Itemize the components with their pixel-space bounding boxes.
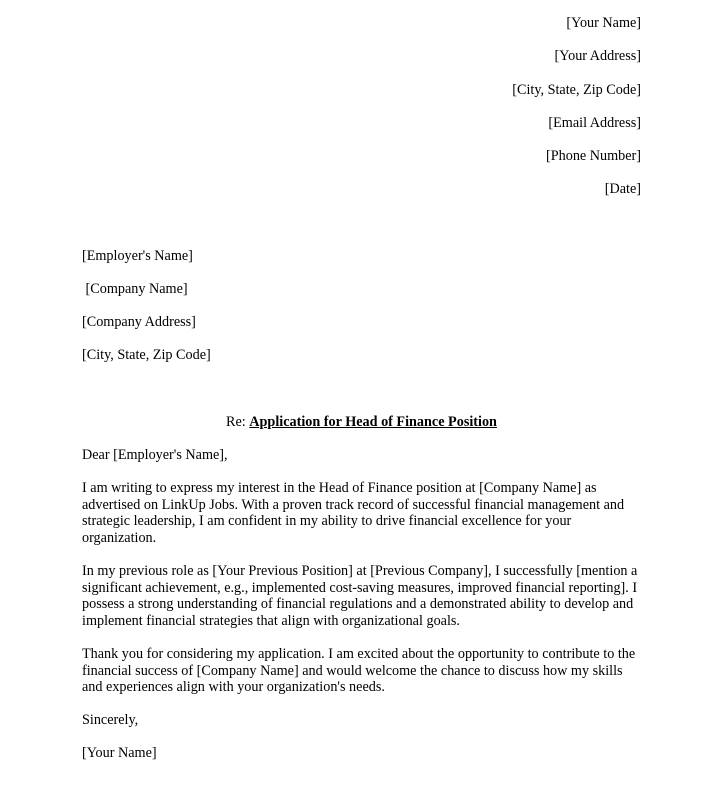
sender-city-state-zip: [City, State, Zip Code] [512, 82, 641, 98]
body-paragraph-1: I am writing to express my interest in the Head of Finance position at [Company Name] as advertised on LinkUp Jobs. With a proven track record of successful financial management and strategic leadership, I am confident in my ability to drive financial excellence for your organization. [82, 480, 625, 546]
subject-line [0, 414, 723, 431]
sender-address: [Your Address] [554, 48, 641, 64]
subject-title: Application for Head of Finance Position [249, 414, 497, 430]
subject-prefix: Re: [226, 414, 250, 430]
sender-email: [Email Address] [548, 115, 641, 131]
closing: Sincerely, [82, 712, 139, 728]
recipient-employer-name: [Employer's Name] [82, 248, 193, 264]
sender-name: [Your Name] [566, 15, 641, 31]
salutation: Dear [Employer's Name], [82, 447, 228, 463]
letter-date: [Date] [604, 181, 641, 197]
signature: [Your Name] [82, 745, 157, 761]
sender-phone: [Phone Number] [546, 148, 641, 164]
recipient-city-state-zip: [City, State, Zip Code] [82, 347, 211, 363]
recipient-company-address: [Company Address] [82, 314, 196, 330]
body-paragraph-2: In my previous role as [Your Previous Position] at [Previous Company], I successfully [mention a significant achievement, e.g., implemented cost-saving measures, improved financial reporting]. I possess a strong understanding of financial regulations and a demonstrated ability to develop and implement financial strategies that align with organizational goals. [82, 563, 638, 629]
body-paragraph-3: Thank you for considering my application. I am excited about the opportunity to contribute to the financial success of [Company Name] and would welcome the chance to discuss how my skills and experiences align with your organization's needs. [82, 646, 636, 696]
recipient-company-name: [Company Name] [82, 281, 188, 297]
